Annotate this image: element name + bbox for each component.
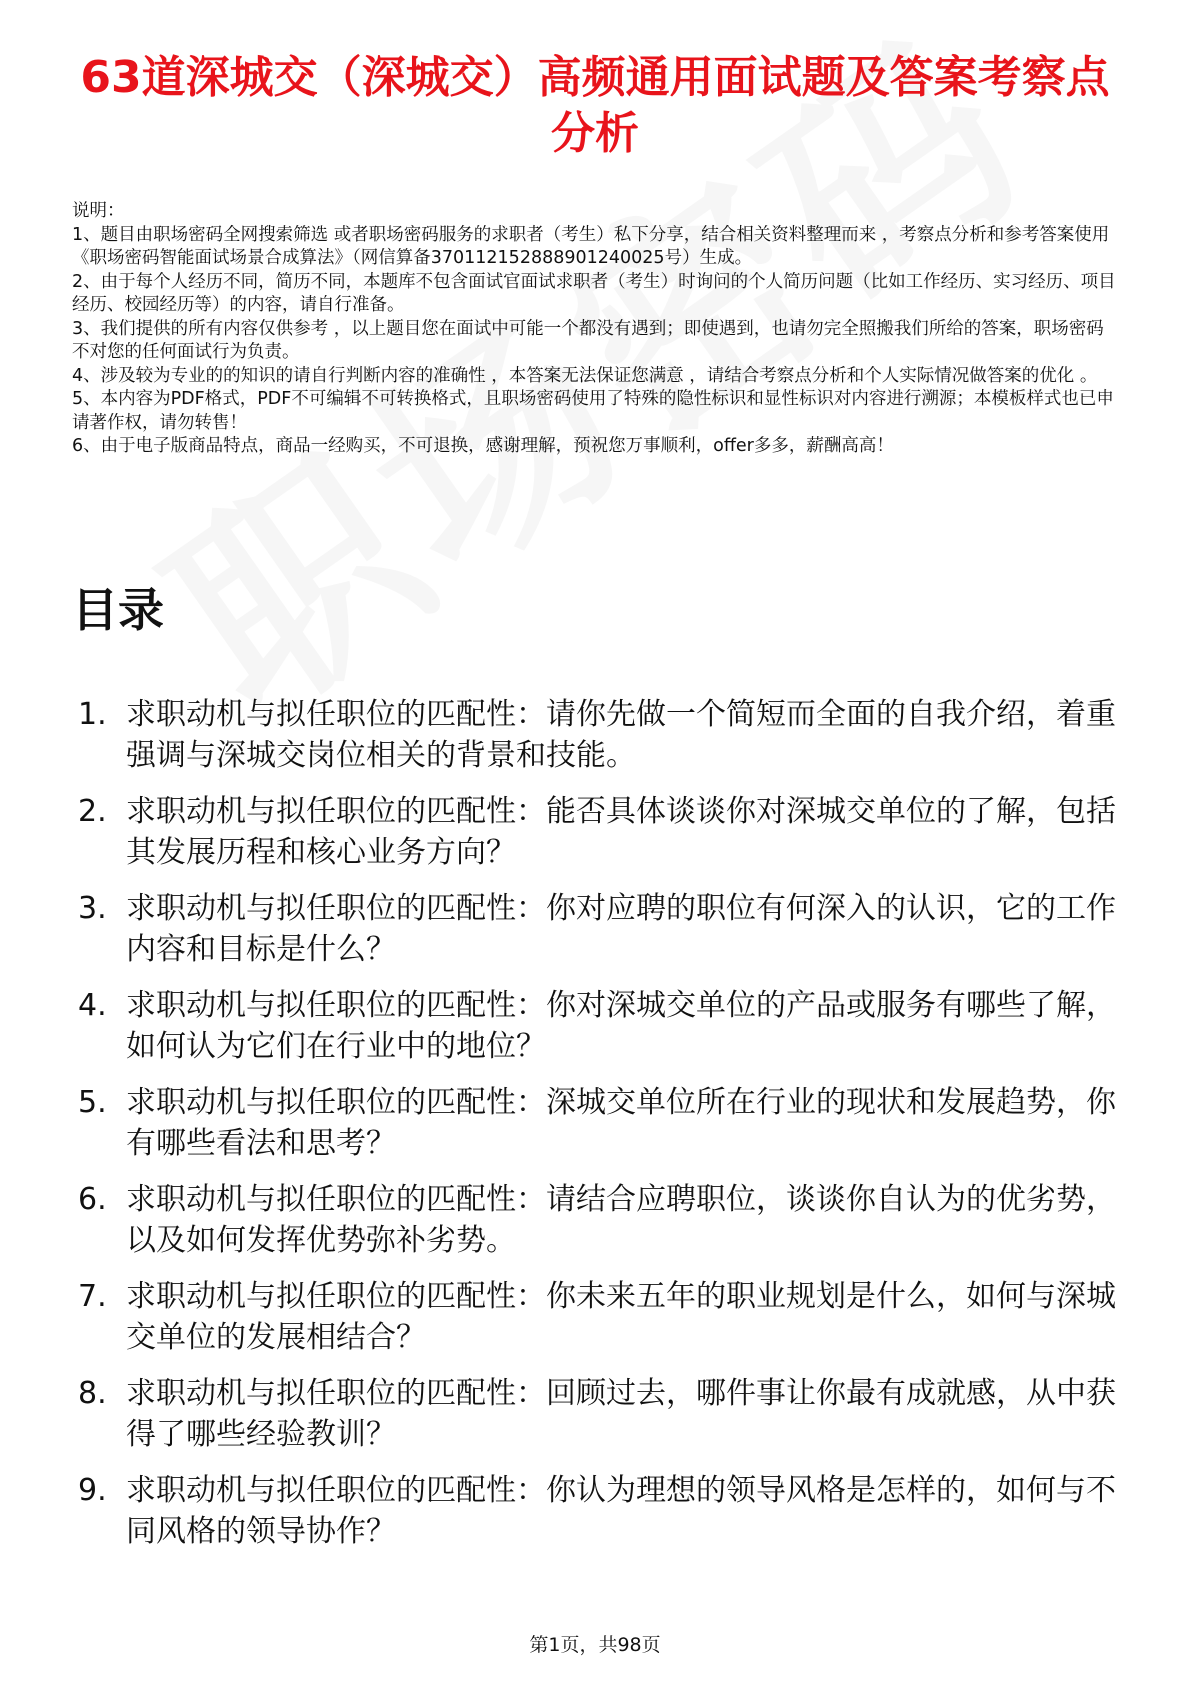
- toc-item[interactable]: [72, 791, 1118, 873]
- note-item: 4、涉及较为专业的的知识的请自行判断内容的准确性 ，本答案无法保证您满意 ，请结合考察点分析和个人实际情况做答案的优化 。: [72, 365, 1098, 386]
- toc-item-number: 5.: [78, 1085, 107, 1120]
- notes-heading: 说明：: [72, 201, 125, 221]
- toc-list: [72, 694, 1118, 1567]
- toc-item-number: 9.: [78, 1473, 107, 1508]
- toc-item-text: 求职动机与拟任职位的匹配性：请结合应聘职位，谈谈你自认为的优劣势，以及如何发挥优势弥补劣势。: [126, 1182, 1116, 1258]
- toc-item[interactable]: [72, 1179, 1118, 1261]
- toc-item-number: 8.: [78, 1376, 107, 1411]
- toc-item-text: 求职动机与拟任职位的匹配性：你认为理想的领导风格是怎样的，如何与不同风格的领导协作？: [126, 1473, 1116, 1549]
- toc-item-text: 求职动机与拟任职位的匹配性：你对深城交单位的产品或服务有哪些了解，如何认为它们在行业中的地位？: [126, 988, 1116, 1064]
- document-title: 63道深城交（深城交）高频通用面试题及答案考察点分析: [80, 52, 1110, 159]
- toc-item[interactable]: [72, 888, 1118, 970]
- toc-item-number: 7.: [78, 1279, 107, 1314]
- toc-item-number: 6.: [78, 1182, 107, 1217]
- toc-item-text: 求职动机与拟任职位的匹配性：请你先做一个简短而全面的自我介绍，着重强调与深城交岗位相关的背景和技能。: [126, 697, 1116, 773]
- toc-item-text: 求职动机与拟任职位的匹配性：深城交单位所在行业的现状和发展趋势，你有哪些看法和思考？: [126, 1085, 1116, 1161]
- note-item: 5、本内容为PDF格式，PDF不可编辑不可转换格式，且职场密码使用了特殊的隐性标识和显性标识对内容进行溯源；本模板样式也已申请著作权，请勿转售！: [72, 389, 1114, 433]
- toc-item-number: 1.: [78, 697, 107, 732]
- note-item: 2、由于每个人经历不同，简历不同，本题库不包含面试官面试求职者（考生）时询问的个人简历问题（比如工作经历、实习经历、项目经历、校园经历等）的内容，请自行准备。: [72, 271, 1116, 315]
- note-item: 3、我们提供的所有内容仅供参考 ，以上题目您在面试中可能一个都没有遇到；即使遇到，也请勿完全照搬我们所给的答案，职场密码不对您的任何面试行为负责。: [72, 318, 1104, 362]
- toc-item-number: 4.: [78, 988, 107, 1023]
- toc-item-number: 2.: [78, 794, 107, 829]
- toc-item-text: 求职动机与拟任职位的匹配性：回顾过去，哪件事让你最有成就感，从中获得了哪些经验教训？: [126, 1376, 1116, 1452]
- toc-item-text: 求职动机与拟任职位的匹配性：能否具体谈谈你对深城交单位的了解，包括其发展历程和核心业务方向？: [126, 794, 1116, 870]
- page-footer: 第1页，共98页: [529, 1634, 661, 1656]
- toc-item[interactable]: [72, 985, 1118, 1067]
- toc-item[interactable]: [72, 1373, 1118, 1455]
- toc-item[interactable]: [72, 1470, 1118, 1552]
- toc-heading: 目录: [72, 583, 164, 637]
- toc-item[interactable]: [72, 1082, 1118, 1164]
- note-item: 1、题目由职场密码全网搜索筛选 或者职场密码服务的求职者（考生）私下分享，结合相关资料整理而来 ，考察点分析和参考答案使用《职场密码智能面试场景合成算法》（网信算备370112152888901240025号）生成。: [72, 224, 1110, 268]
- toc-item[interactable]: [72, 694, 1118, 776]
- toc-item[interactable]: [72, 1276, 1118, 1358]
- note-item: 6、由于电子版商品特点，商品一经购买，不可退换，感谢理解，预祝您万事顺利，offer多多，薪酬高高！: [72, 436, 894, 456]
- toc-item-text: 求职动机与拟任职位的匹配性：你未来五年的职业规划是什么，如何与深城交单位的发展相结合？: [126, 1279, 1116, 1355]
- toc-item-number: 3.: [78, 891, 107, 926]
- toc-item-text: 求职动机与拟任职位的匹配性：你对应聘的职位有何深入的认识，它的工作内容和目标是什么？: [126, 891, 1116, 967]
- notes-section: [72, 200, 1118, 459]
